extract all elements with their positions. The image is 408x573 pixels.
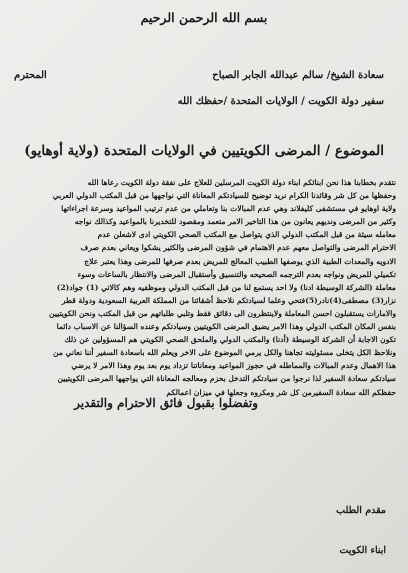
body-line: حفظكم الله سعادة السفيرمن كل شر ومكروه وجعلها في ميزان اعمالكم (166, 387, 396, 397)
body-line: تكون الاجابة أن الشركة الوسيطة (أدنا) والمكتب الدولي والملحق الصحي الكويتي هم المسؤولين عن ذلك (64, 335, 396, 345)
body-line: معامله سيئة من قبل المكتب الدولي الذي يتواصل مع المكتب الصحي الكويتي ادى لاشعلن عدم (97, 230, 396, 240)
body-line: نتقدم بخطابنا هذا نحن ابنائكم ابناء دولة الكويت المرسلين للعلاج على نفقة دولة الكويت رعاها الله (87, 178, 396, 187)
body-line: الاحترام المرضى والتواصل معهم عدم الاهتمام في شؤون المرضى والكثير يشكوا ويعاني بعدم صرف (80, 243, 396, 253)
signature: ابناء الكويت (339, 545, 386, 556)
applicant-label: مقدم الطلب (336, 505, 386, 516)
body-line: بنفس المكان المكتب الدولي وهذا الامر يضيق المرضى الكويتيين وسيادتكم وعنده السؤالنا عن الاسباب دائما (56, 322, 396, 332)
body-line: تكميلي للمريض ونواجه بعدم الترجمه الصحيحه والتنسيق وأستقبال المرضى والانتظار بالساعات وسوء (77, 269, 396, 279)
body-line: ونلاحظ الكل يتخلى مسئوليته تجاهنا والكل يرمي الموضوع على الاخر ويعلم الله باسعادة السفير أننا نعاني من (53, 348, 396, 358)
body-line: نزار(3) مصطفى(4)نادر(5)فتحي وعلما لسيادتكم نلاحظ أشقائنا من المملكة العربية السعودية ودولة قطر (61, 295, 396, 305)
body-line: سيادتكم سعادة السفير لذا نرجوا من سيادتكم التدخل بحزم ومعالجه المعاناة التي يواجهها المرضى الكويتيين (57, 374, 396, 384)
honorific-title: المحترم (14, 70, 47, 81)
body-line: والامارات يستقبلون احسن المعاملة ولاينتظرون الى دقائق فقط وتلبي طلباتهم من قبل المكتب ونحن الكويتيين (49, 308, 396, 318)
body-line: ولاية اوهايو في مستشفى كليفلاند وهي عدم المبالات بنا وتعاملي من عدم ترتيب المواعيد وسرعة اجراءاتها (61, 204, 396, 214)
closing-line: وتفضلوا بقبول فائق الاحترام والتقدير (74, 396, 258, 410)
body-line: هذا الاهمال وعدم المبالات والمماطله في حجوز المواعيد ومعاناتنا تزداد يوم بعد يوم وهذا الامر لا يرضي (71, 361, 396, 371)
recipient-position: سفير دولة الكويت / الولايات المتحدة /حفظك الله (177, 96, 384, 107)
basmala-heading: بسم الله الرحمن الرحيم (140, 10, 268, 25)
letter-subject: الموضوع / المرضى الكويتيين في الولايات المتحدة (ولاية أوهايو) (24, 143, 384, 159)
letter-body (10, 176, 396, 399)
body-line: معاملة (الشركة الوسيطة ادنا) ولا احد يستمع لنا من قبل المكتب الدولي وموظفيه وهم كالاتي (1) جواد(2) (56, 282, 396, 292)
body-line: وحفظها من كل شر وقائدنا الكرام نريد توضيح للسيادتكم المعاناة التي نواجهها من قبل المكتب الدولي العربي (52, 191, 396, 201)
body-line: وكثير من المرضى ونديهم يعانون من هذا التاخير الامر متعمد ومقصود للتخديرنا بالمواعيد وكذالك نواجه (74, 217, 396, 227)
recipient-name: سعادة الشيخ/ سالم عبدالله الجابر الصباح (212, 70, 384, 81)
body-line: الادويه والمعدات الطبية الذي يوصفها الطبيب المعالج للمريض بعدم صرفها للمرضى وهذا يعتبر علاج (84, 256, 396, 266)
